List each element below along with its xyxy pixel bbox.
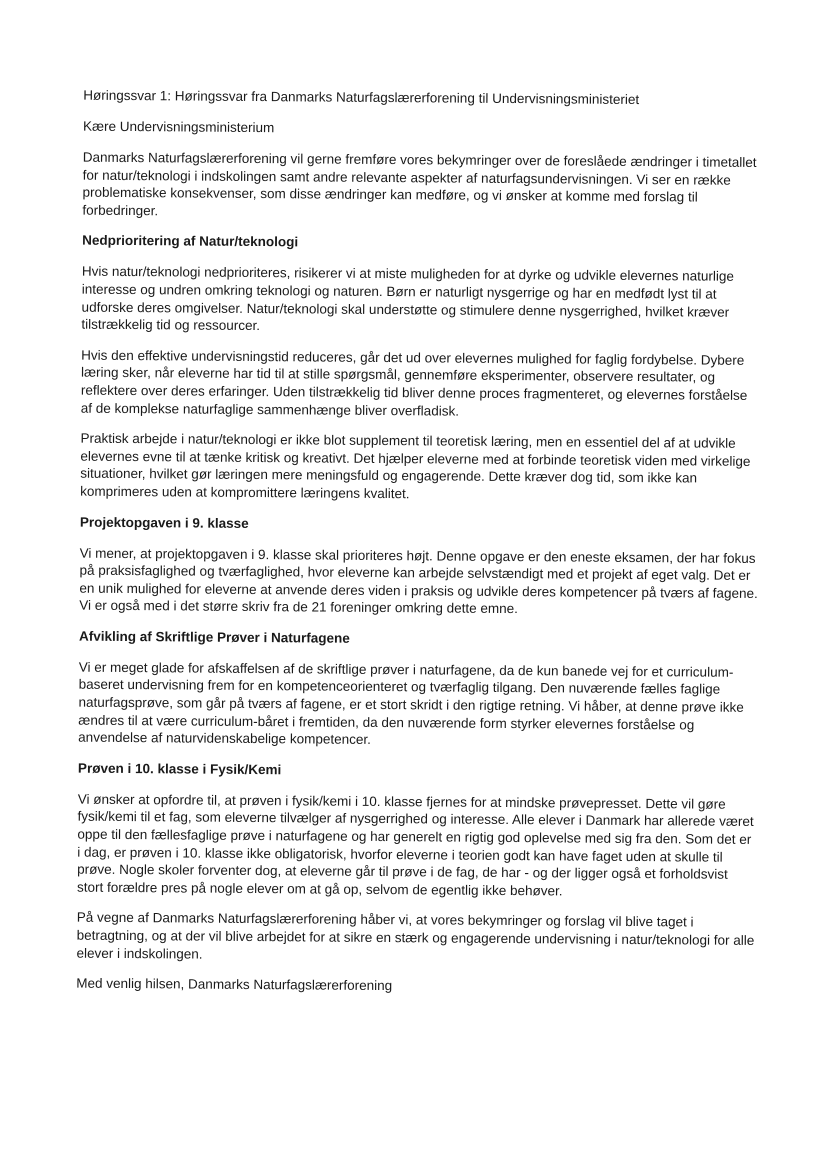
document-title: Høringssvar 1: Høringssvar fra Danmarks Naturfagslærerforening til Undervisningsministeriet: [83, 87, 640, 108]
section-skriftlige-proever: [74, 627, 759, 751]
body-paragraph: Hvis den effektive undervisningstid reduceres, går det ud over elevernes mulighed for faglig fordybelse. Dybere læring sker, når eleverne har tid til at stille spørgsmål, gennemføre eksperimenter, observere resultater, og reflektere over deres erfaringer. Uden tilstrækkelig tid bliver denne proces fragmenteret, og elevernes forståelse af de komplekse naturfaglige sammenhænge bliver overfladisk.: [80, 347, 748, 419]
section-nedprioritering: [76, 232, 762, 505]
body-paragraph: På vegne af Danmarks Naturfagslærerforening håber vi, at vores bekymringer og forslag vil blive taget i betragtning, og at der vil blive arbejdet for at sikre en stærk og engagerende undervisning i natur/teknologi for alle elever i indskolingen.: [76, 910, 755, 962]
intro-paragraph: Danmarks Naturfagslærerforening vil gerne fremføre vores bekymringer over de foreslåede ændringer i timetallet for natur/teknologi i indskolingen samt andre relevante aspekter af naturfagsundervisningen. Vi ser en række problematiske konsekvenser, som disse ændringer kan medføre, og vi ønsker at komme med forslag til forbedringer.: [82, 149, 757, 219]
section-projektopgaven: [75, 513, 760, 620]
closing-signature: Med venlig hilsen, Danmarks Naturfagslærerforening: [76, 975, 393, 994]
section-proeven-10-klasse: [72, 759, 758, 967]
body-paragraph: Hvis natur/teknologi nedprioriteres, risikerer vi at miste muligheden for at dyrke og udvikle elevernes naturlige interesse og undren omkring teknologi og naturen. Børn er naturligt nysgerrige og har en medfødt lyst til at udforske deres omgivelser. Natur/teknologi skal understøtte og stimulere denne nysgerrighed, hvilket kræver tilstrækkelig tid og ressourcer.: [81, 264, 734, 334]
body-paragraph: Praktisk arbejde i natur/teknologi er ikke blot supplement til teoretisk læring, men en essentiel del af at udvikle elevernes evne til at tænke kritisk og kreativt. Det hjælper eleverne med at forbinde teoretisk viden med virkelige situationer, hvilket gør læringen mere meningsfuld og engagerende. Dette kræver dog tid, som ikke kan komprimeres uden at kompromittere læringens kvalitet.: [80, 430, 751, 502]
body-paragraph: Vi mener, at projektopgaven i 9. klasse skal prioriteres højt. Denne opgave er den eneste eksamen, der har fokus på praksisfaglighed og tværfaglighed, hvor eleverne kan arbejde selvstændigt med et projekt af eget valg. Det er en unik mulighed for eleverne at anvende deres viden i praksis og udvikle deres kompetencer på tværs af fagene. Vi er også med i det større skriv fra de 21 foreninger omkring dette emne.: [79, 545, 758, 617]
section-heading: Afvikling af Skriftlige Prøver i Naturfagene: [78, 628, 350, 646]
salutation: Kære Undervisningsministerium: [82, 118, 275, 136]
section-heading: Projektopgaven i 9. klasse: [79, 514, 249, 531]
body-paragraph: Vi er meget glade for afskaffelsen af de skriftlige prøver i naturfagene, da de kun banede vej for et curriculum-baseret undervisning frem for en kompetenceorienteret og tværfaglig tilgang. Den nuværende fælles faglige naturfagsprøve, som går på tværs af fagene, er et stort skridt i den rigtige retning. Vi håber, at denne prøve ikke ændres til at være curriculum-båret i fremtiden, da den nuværende form styrker elevernes forståelse og anvendelse af naturvidenskabelige kompetencer.: [78, 659, 744, 748]
section-heading: Nedprioritering af Natur/teknologi: [82, 233, 299, 250]
body-paragraph: Vi ønsker at opfordre til, at prøven i fysik/kemi i 10. klasse fjernes for at mindske prøvepresset. Dette vil gøre fysik/kemi til et fag, som eleverne tilvælger af nysgerrighed og interesse. Alle elever i Danmark har allerede været oppe til den fællesfaglige prøve i naturfagene og har generelt en rigtig god oplevelse med sig fra den. Som det er i dag, er prøven i 10. klasse ikke obligatorisk, hvorfor eleverne i teorien godt kan have faget uden at skulle til prøve. Nogle skoler forventer dog, at eleverne går til prøve i de fag, de har - og der ligger også et forholdsvist stort forældre pres på nogle elever om at gå op, selvom de egentlig ikke behøver.: [76, 791, 754, 899]
section-heading: Prøven i 10. klasse i Fysik/Kemi: [77, 760, 282, 778]
